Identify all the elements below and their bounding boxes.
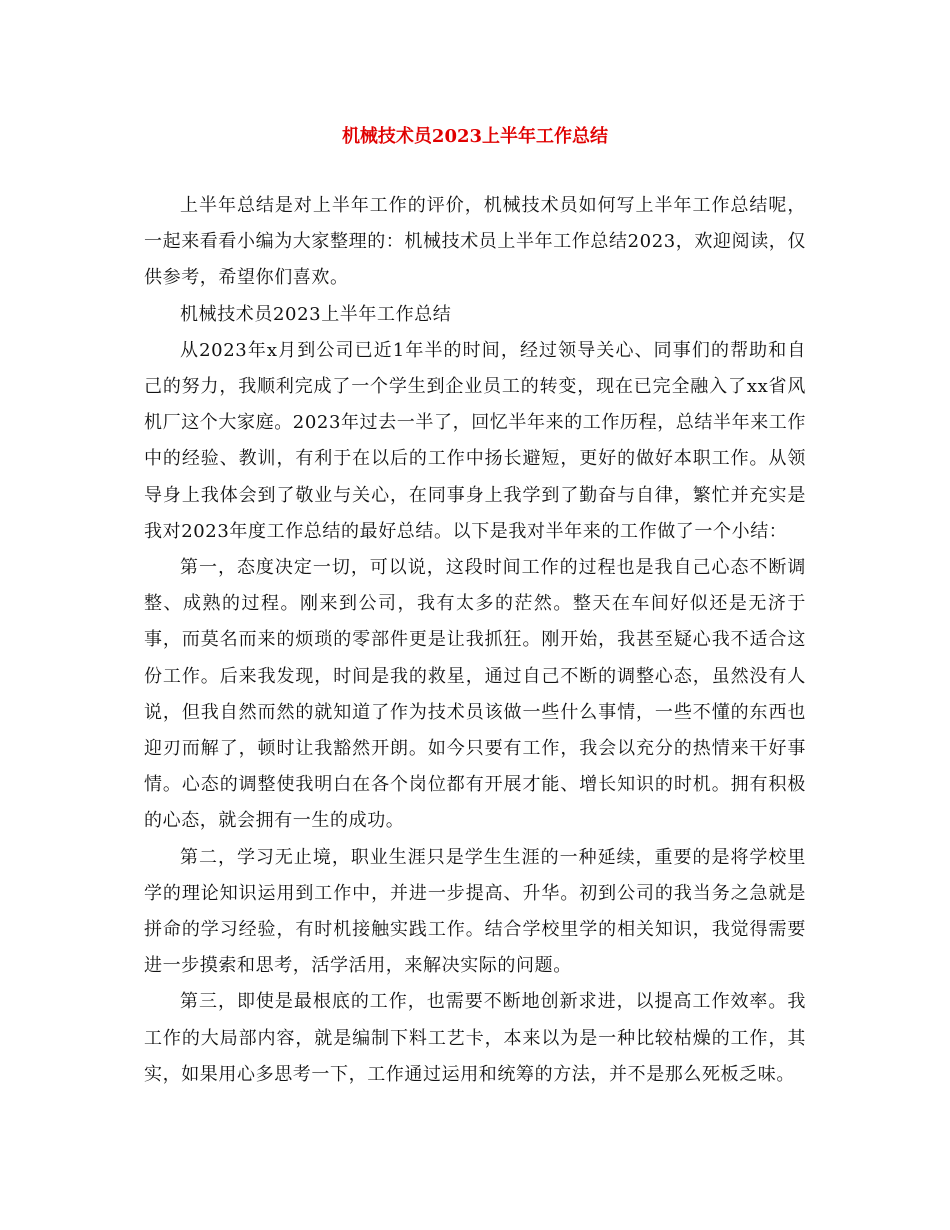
document-body bbox=[144, 188, 806, 1093]
body-paragraph: 从2023年x月到公司已近1年半的时间，经过领导关心、同事们的帮助和自己的努力，我顺利完成了一个学生到企业员工的转变，现在已完全融入了xx省风机厂这个大家庭。2023年过去一半了，回忆半年来的工作历程，总结半年来工作中的经验、教训，有利于在以后的工作中扬长避短，更好的做好本职工作。从领导身上我体会到了敬业与关心，在同事身上我学到了勤奋与自律，繁忙并充实是我对2023年度工作总结的最好总结。以下是我对半年来的工作做了一个小结： bbox=[144, 339, 807, 542]
point-three-paragraph: 第三，即使是最根底的工作，也需要不断地创新求进，以提高工作效率。我工作的大局部内容，就是编制下料工艺卡，本来以为是一种比较枯燥的工作，其实，如果用心多思考一下，工作通过运用和统筹的方法，并不是那么死板乏味。 bbox=[144, 991, 806, 1085]
intro-paragraph: 上半年总结是对上半年工作的评价，机械技术员如何写上半年工作总结呢，一起来看看小编为大家整理的：机械技术员上半年工作总结2023，欢迎阅读，仅供参考，希望你们喜欢。 bbox=[144, 195, 807, 289]
point-two-paragraph: 第二，学习无止境，职业生涯只是学生生涯的一种延续，重要的是将学校里学的理论知识运用到工作中，并进一步提高、升华。初到公司的我当务之急就是拼命的学习经验，有时机接触实践工作。结合学校里学的相关知识，我觉得需要进一步摸索和思考，活学活用，来解决实际的问题。 bbox=[144, 846, 806, 977]
point-one-paragraph: 第一，态度决定一切，可以说，这段时间工作的过程也是我自己心态不断调整、成熟的过程。刚来到公司，我有太多的茫然。整天在车间好似还是无济于事，而莫名而来的烦琐的零部件更是让我抓狂。刚开始，我甚至疑心我不适合这份工作。后来我发现，时间是我的救星，通过自己不断的调整心态，虽然没有人说，但我自然而然的就知道了作为技术员该做一些什么事情，一些不懂的东西也迎刃而解了，顿时让我豁然开朗。如今只要有工作，我会以充分的热情来干好事情。心态的调整使我明白在各个岗位都有开展才能、增长知识的时机。拥有积极的心态，就会拥有一生的成功。 bbox=[144, 557, 806, 832]
document-title: 机械技术员2023上半年工作总结 bbox=[341, 126, 609, 147]
subtitle-paragraph: 机械技术员2023上半年工作总结 bbox=[180, 303, 452, 325]
